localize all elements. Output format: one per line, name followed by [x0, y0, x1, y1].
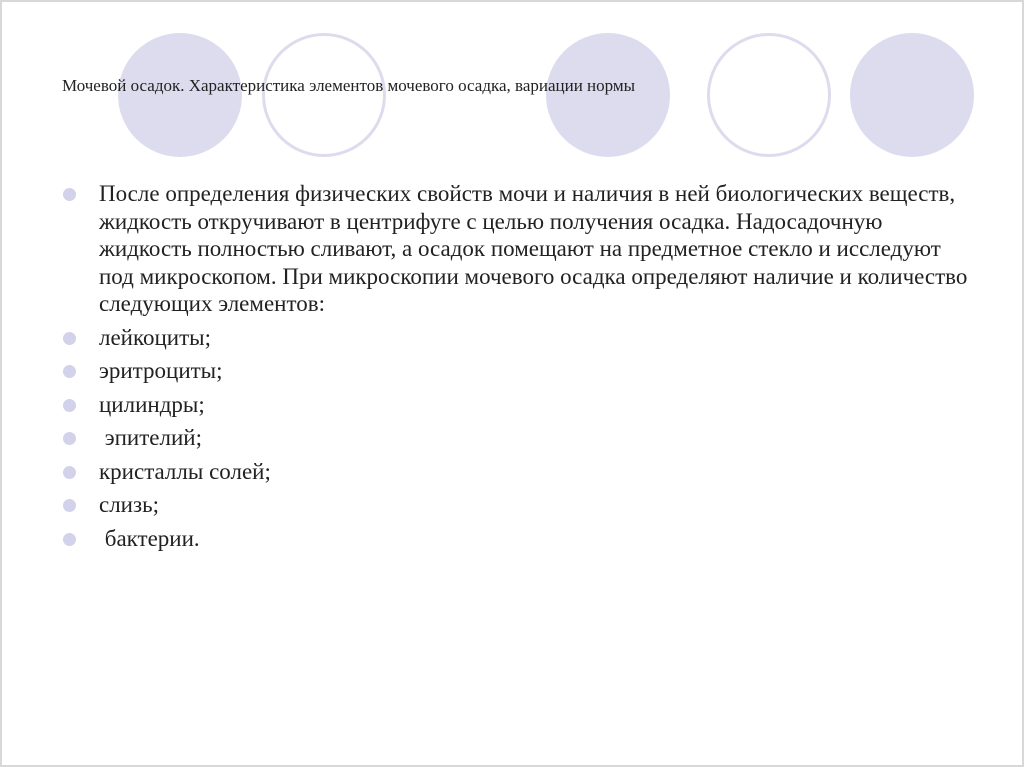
circle-bullet-icon [63, 332, 76, 345]
list-item-text: эпителий; [99, 425, 202, 450]
list-item-text: лейкоциты; [99, 324, 212, 350]
circle-bullet-icon [63, 399, 76, 412]
circle-bullet-icon [63, 466, 76, 479]
list-item-text: бактерии. [99, 525, 200, 551]
circle-bullet-icon [63, 365, 76, 378]
circle-bullet-icon [63, 432, 76, 445]
bullet-list [60, 180, 974, 558]
list-item [60, 458, 970, 486]
list-item-text: кристаллы солей; [99, 458, 271, 484]
list-item-text: эритроциты; [99, 358, 223, 383]
list-item-text: слизь; [99, 492, 159, 517]
list-item [60, 424, 970, 452]
list-item [60, 391, 970, 419]
slide-title: Мочевой осадок. Характеристика элементов мочевого осадка, вариации нормы [62, 76, 636, 95]
list-item [60, 357, 970, 385]
list-item-text: После определения физических свойств мочи и наличия в ней биологических веществ, жидкость откручивают в центрифуге с целью получения осадка. Надосадочную жидкость полностью сливают, а осадок помещают на предметное стекло и исследуют под микроскопом. При микроскопии мочевого осадка определяют наличие и количество следующих элементов: [99, 181, 974, 316]
circle-bullet-icon [63, 533, 76, 546]
list-item-text: цилиндры; [99, 391, 205, 417]
circle-bullet-icon [63, 188, 76, 201]
list-item-intro [60, 180, 974, 318]
list-item [60, 525, 970, 553]
list-item [60, 491, 970, 519]
circle-bullet-icon [63, 499, 76, 512]
list-item [60, 324, 970, 352]
